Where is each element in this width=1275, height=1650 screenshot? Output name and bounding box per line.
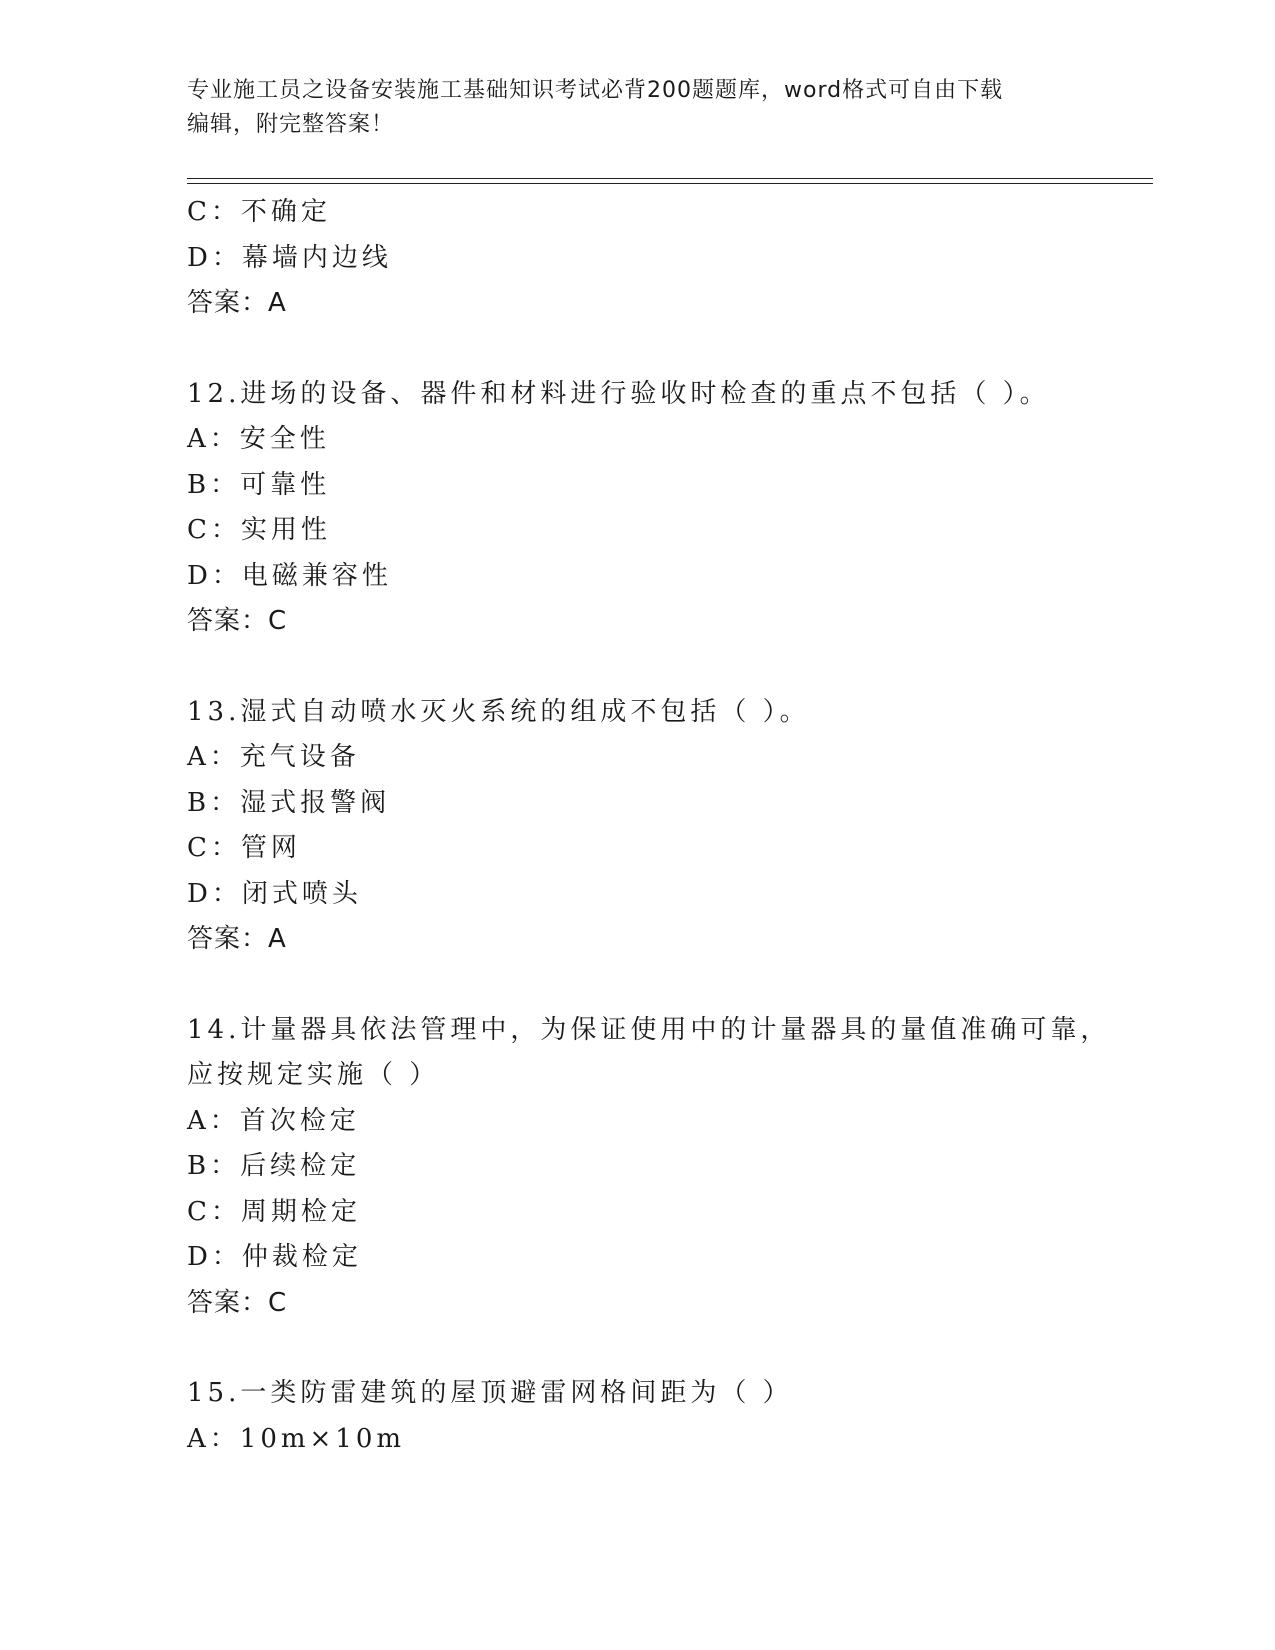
option-line: D：电磁兼容性 [187,560,392,591]
question-block [187,372,1153,645]
question-stem: 12.进场的设备、器件和材料进行验收时检查的重点不包括（ ）。 [187,378,1050,409]
option-line: C：实用性 [187,515,331,545]
question-stem: 13.湿式自动喷水灭火系统的组成不包括（ ）。 [187,696,810,727]
option-line: A：安全性 [187,424,330,454]
option-line: B：后续检定 [187,1151,361,1181]
option-line: A：首次检定 [187,1105,360,1136]
option-line: C：不确定 [187,197,331,227]
document-header [187,74,1087,142]
answer-line: 答案：C [187,1287,288,1318]
question-gap [187,963,1153,1008]
question-block [187,690,1153,963]
question-gap [187,645,1153,690]
question-stem: 15.一类防雷建筑的屋顶避雷网格间距为（ ） [187,1378,793,1408]
header-divider-bottom [187,183,1153,184]
header-divider-top [187,178,1153,179]
option-line: B：可靠性 [187,469,331,500]
option-line: A：充气设备 [187,742,360,772]
option-line: D：闭式喷头 [187,878,362,909]
question-stem: 14.计量器具依法管理中，为保证使用中的计量器具的量值准确可靠， [187,1014,1111,1045]
answer-line: 答案：A [187,924,287,954]
question-gap [187,327,1153,372]
question-block [187,1371,1153,1462]
question-stem-continued: 应按规定实施（ ） [187,1060,440,1090]
answer-line: 答案：C [187,606,288,636]
option-line: B：湿式报警阀 [187,787,391,818]
header-line-2: 编辑，附完整答案！ [187,112,395,137]
question-list [187,190,1153,1462]
option-line: A：10m×10m [187,1423,406,1454]
option-line: D：幕墙内边线 [187,242,392,273]
question-gap [187,1326,1153,1371]
option-line: D：仲裁检定 [187,1242,362,1272]
option-line: C：周期检定 [187,1196,361,1227]
option-line: C：管网 [187,833,301,863]
answer-line: 答案：A [187,288,287,318]
question-block [187,1008,1153,1327]
header-line-1: 专业施工员之设备安装施工基础知识考试必背200题题库，word格式可自由下载 [187,78,1004,103]
